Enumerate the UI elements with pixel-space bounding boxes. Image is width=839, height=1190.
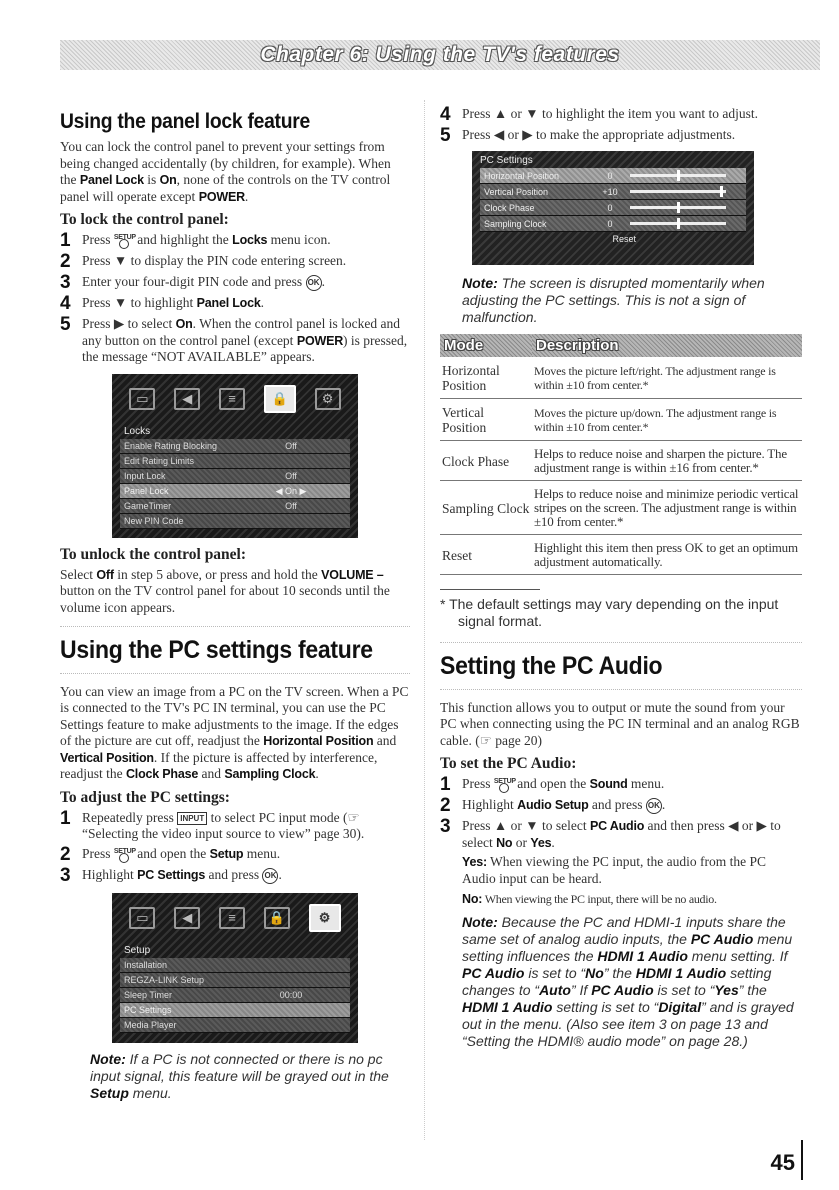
intro-text: , none of the controls on the TV control panel will operate except [60, 172, 391, 204]
page-number-rule [801, 1140, 803, 1180]
pc-audio-intro: This function allows you to output or mute the sound from your PC when connecting using the PC IN terminal and an analog RGB cable. (☞ page 20) [440, 699, 800, 748]
lock-icon: 🔒 [264, 385, 296, 413]
slider-thumb [720, 186, 723, 197]
step-text: Press [82, 232, 114, 248]
key-term: Panel Lock [196, 296, 261, 311]
menu-row: Sleep Timer 00:00 [120, 988, 350, 1003]
pc-step-5: 5 Press ◀ or ▶ to make the appropriate adjustments. [440, 125, 736, 146]
applications-icon: ≡ [219, 388, 245, 410]
step-text: Press ▶ to select [82, 316, 176, 332]
picture-icon: ▭ [129, 907, 155, 929]
lock-step-3 [60, 274, 410, 292]
pc-disrupt-note: Note: The screen is disrupted momentarily when adjusting the PC settings. This is not a sign of malfunction. [462, 275, 765, 325]
step-text: . When the control panel is locked and any button on the control panel (except [82, 316, 401, 348]
lock-icon: 🔒 [264, 907, 290, 929]
pc-row-clock-phase: Clock Phase 0 [480, 200, 746, 216]
menu-row: New PIN Code [120, 514, 350, 529]
lock-step-2 [60, 253, 410, 271]
slider-thumb [677, 170, 680, 181]
lock-heading: To lock the control panel: [60, 211, 229, 229]
intro-text: You can lock the control panel to prevent your settings from being changed accidentally (by children, for example). When the [60, 139, 391, 188]
mode-table [440, 334, 802, 575]
right-column [440, 106, 802, 1050]
pc-settings-note: Note: If a PC is not connected or there is no pc input signal, this feature will be grayed out in the Setup menu. [90, 1050, 389, 1101]
menu-row: GameTimer Off [120, 499, 350, 514]
panel-lock-heading: Using the panel lock feature [60, 110, 310, 133]
adjust-heading: To adjust the PC settings: [60, 788, 230, 806]
key-term: POWER [296, 333, 344, 348]
key-term: Locks [232, 233, 268, 248]
reset-item: Reset [612, 234, 636, 244]
audio-step-1: 1 Press SETUP and open the Sound menu. [440, 774, 665, 795]
step-text: Press ▼ to display the PIN code entering screen. [82, 253, 347, 269]
menu-title: PC Settings [480, 155, 533, 166]
ok-button-icon: OK [306, 275, 322, 291]
pc-step-1: 1 Repeatedly press INPUT to select PC input mode (☞ “Selecting the video input source to view” page 30). [60, 807, 365, 842]
left-column [60, 110, 410, 1102]
menu-row: Media Player [120, 1018, 350, 1033]
step-number: 3 [60, 272, 71, 294]
locks-menu-screenshot [112, 374, 358, 538]
section-divider [440, 642, 802, 643]
step-number: 1 [60, 230, 71, 252]
gear-icon: ⚙ [309, 904, 341, 932]
step-text: . [321, 274, 325, 290]
step-text: ) is pressed, the message “NOT AVAILABLE” appears. [82, 332, 408, 365]
footnote: * The default settings may vary depending on the input signal format. [440, 596, 779, 629]
lock-step-4 [60, 295, 410, 313]
pc-settings-heading: Using the PC settings feature [60, 636, 373, 665]
pc-step-4: 4 Press ▲ or ▼ to highlight the item you want to adjust. [440, 104, 758, 125]
pc-row-vertical: Vertical Position +10 [480, 184, 746, 200]
input-button-icon: INPUT [177, 812, 207, 825]
section-divider [60, 673, 410, 674]
pc-step-3: 3 Highlight PC Settings and press OK . [60, 864, 282, 886]
pc-audio-heading: Setting the PC Audio [440, 652, 663, 680]
key-term: Panel Lock [79, 173, 144, 188]
setup-menu [120, 943, 350, 1033]
column-divider [424, 100, 425, 1140]
slider-bar [630, 190, 726, 193]
setup-menu-screenshot [112, 893, 358, 1043]
step-text: and highlight the [133, 232, 233, 248]
menu-title: Locks [124, 425, 151, 437]
lock-step-5 [60, 316, 410, 366]
picture-icon: ▭ [129, 388, 155, 410]
page-number: 45 [770, 1150, 795, 1175]
menu-title: Setup [124, 944, 151, 956]
key-term: On [159, 173, 177, 188]
menu-row: Enable Rating Blocking Off [120, 439, 350, 454]
unlock-text: Select Off in step 5 above, or press and hold the VOLUME – button on the TV control panel for about 10 seconds until the volume icon appears. [60, 566, 390, 615]
yes-option: Yes: When viewing the PC input, the audio from the PC Audio input can be heard. [462, 854, 767, 886]
applications-icon: ≡ [219, 907, 245, 929]
pc-settings-screenshot [472, 151, 754, 265]
setup-button-icon: SETUP [114, 846, 134, 864]
intro-text: is [143, 172, 160, 188]
col-description: Description [532, 334, 802, 357]
menu-row-selected: Panel Lock ◀ On ▶ [120, 484, 350, 499]
key-term: POWER [198, 189, 245, 204]
ok-button-icon: OK [646, 798, 662, 814]
menu-icon-bar [120, 901, 350, 935]
step-text: . [260, 295, 264, 311]
sound-icon: ◀ [174, 907, 200, 929]
ok-button-icon: OK [262, 868, 278, 884]
unlock-heading: To unlock the control panel: [60, 545, 247, 563]
panel-lock-intro [60, 139, 410, 205]
menu-row: Installation [120, 958, 350, 973]
no-option: No: When viewing the PC input, there will be no audio. [462, 892, 717, 906]
slider-bar [630, 222, 726, 225]
step-text: menu icon. [267, 232, 331, 248]
menu-row: Input Lock Off [120, 469, 350, 484]
slider-thumb [677, 218, 680, 229]
pc-row-sampling-clock: Sampling Clock 0 [480, 216, 746, 232]
menu-row: Edit Rating Limits [120, 454, 350, 469]
step-number: 5 [60, 314, 71, 336]
table-row: Clock Phase Helps to reduce noise and sharpen the picture. The adjustment range is within ±16 from center.* [440, 441, 802, 481]
menu-row-selected: PC Settings [120, 1003, 350, 1018]
menu-icon-bar [120, 382, 350, 416]
step-number: 4 [60, 293, 71, 315]
table-row: Horizontal Position Moves the picture left/right. The adjustment range is within ±10 from center.* [440, 357, 802, 399]
col-mode: Mode [440, 334, 532, 357]
table-row: Sampling Clock Helps to reduce noise and minimize periodic vertical stripes on the screen. The adjustment range is within ±10 from center.* [440, 481, 802, 535]
section-divider [440, 689, 802, 690]
pc-row-horizontal: Horizontal Position 0 [480, 168, 746, 184]
step-text: Enter your four-digit PIN code and press [82, 274, 306, 290]
audio-step-3: 3 Press ▲ or ▼ to select PC Audio and then press ◀ or ▶ to select No or Yes. [440, 816, 781, 850]
table-row: Vertical Position Moves the picture up/down. The adjustment range is within ±10 from center.* [440, 399, 802, 441]
step-text: Press ▼ to highlight [82, 295, 197, 311]
pc-settings-intro: You can view an image from a PC on the TV screen. When a PC is connected to the TV's PC IN terminal, you can use the PC Settings feature to make adjustments to the image. If the edges of the picture are cut off, readjust the Horizontal Position and Vertical Position. If the picture is affected by interference, readjust the Clock Phase and Sampling Clock. [60, 683, 409, 782]
setup-button-icon: SETUP [494, 776, 514, 794]
lock-step-1 [60, 232, 410, 250]
pc-step-2: 2 Press SETUP and open the Setup menu. [60, 843, 281, 865]
intro-text: . [244, 188, 249, 204]
set-pc-audio-heading: To set the PC Audio: [440, 755, 577, 772]
menu-row: REGZA-LINK Setup [120, 973, 350, 988]
key-term: On [175, 317, 193, 332]
footnote-rule [440, 589, 540, 590]
table-row: Reset Highlight this item then press OK to get an optimum adjustment automatically. [440, 535, 802, 575]
sound-icon: ◀ [174, 388, 200, 410]
setup-button-icon: SETUP [114, 232, 134, 250]
slider-thumb [677, 202, 680, 213]
section-divider [60, 626, 410, 627]
chapter-header-bar [60, 40, 820, 70]
gear-icon: ⚙ [315, 388, 341, 410]
slider-bar [630, 206, 726, 209]
chapter-title: Chapter 6: Using the TV's features [260, 43, 620, 66]
locks-menu [120, 424, 350, 529]
slider-bar [630, 174, 726, 177]
pc-audio-note: Note: Because the PC and HDMI-1 inputs share the same set of analog audio inputs, the PC Audio menu setting influences the HDMI 1 Audio menu setting. If PC Audio is set to “No” the HDMI 1 Audio setting changes to “Auto” If PC Audio is set to “Yes” the HDMI 1 Audio setting is set to “Digital” and is grayed out in the menu. (Also see item 3 on page 13 and “Setting the HDMI® audio mode” on page 28.) [462, 913, 794, 1049]
audio-step-2: 2 Highlight Audio Setup and press OK . [440, 795, 666, 816]
step-number: 2 [60, 251, 71, 273]
